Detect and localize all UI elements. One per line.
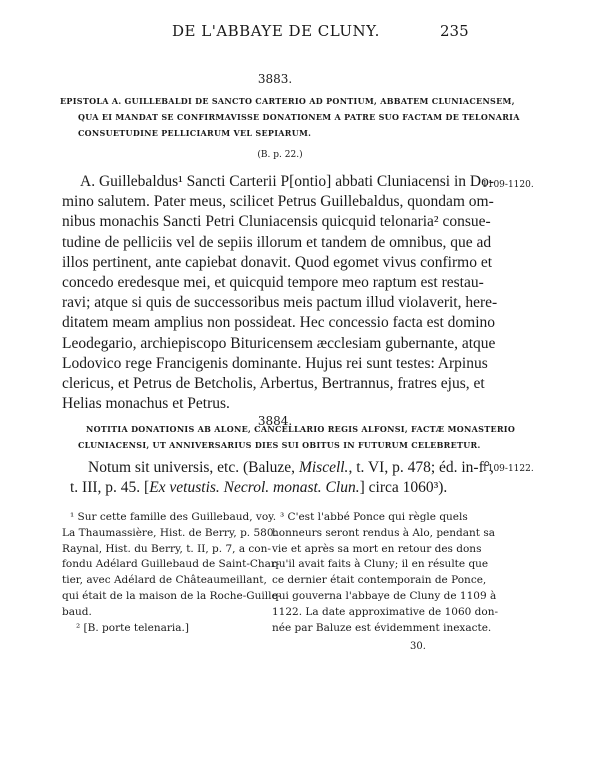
summary-line: EPISTOLA A. GUILLEBALDI DE SANCTO CARTERIO AD PONTIUM, ABBATEM CLUNIACENSEM,: [60, 96, 515, 106]
running-header-title: DE L'ABBAYE DE CLUNY.: [172, 22, 380, 40]
footnote-line: ce dernier était contemporain de Ponce,: [272, 574, 487, 587]
footnote-line: honneurs seront rendus à Alo, pendant sa: [272, 526, 495, 539]
footnote-line: qui gouverna l'abbaye de Cluny de 1109 à: [272, 589, 497, 602]
footnote-line: La Thaumassière, Hist. de Berry, p. 580.: [62, 526, 277, 539]
charter-number-3883: 3883.: [257, 72, 293, 86]
text-line: mino salutem. Pater meus, scilicet Petrus Guillebaldus, quondam om-: [62, 193, 494, 211]
charter-number-3884: 3884.: [257, 414, 293, 428]
footnotes-right: [272, 510, 499, 636]
summary-line: QUA EI MANDAT SE CONFIRMAVISSE DONATIONEM A PATRE SUO FACTAM DE TELONARIA: [78, 112, 520, 122]
footnote-line: qu'il avait faits à Cluny; il en résulte que: [272, 558, 489, 571]
text-span: Notum sit universis, etc. (Baluze,: [88, 459, 299, 476]
footnote-line: tier, avec Adélard de Châteaumeillant,: [62, 574, 267, 587]
summary-line: NOTITIA DONATIONIS AB ALONE, CANCELLARIO REGIS ALFONSI, FACTÆ MONASTERIO: [86, 424, 516, 434]
footnote-line: baud.: [62, 605, 92, 618]
text-line: clericus, et Petrus de Betcholis, Arbertus, Bertrannus, fratres ejus, et: [62, 374, 485, 392]
text-line: concedo eredesque mei, et quicquid tempore meo raptum est restau-: [62, 273, 484, 291]
text-line: [62, 478, 472, 498]
margin-date-3883: 1109-1120.: [482, 180, 534, 190]
text-line: A. Guillebaldus¹ Sancti Carterii P[ontio] abbati Cluniacensi in Do-: [80, 173, 495, 190]
text-line: nibus monachis Sancti Petri Cluniacensis quicquid telonaria² consue-: [62, 213, 491, 231]
text-line: Helias monachus et Petrus.: [62, 395, 230, 413]
text-line: tudine de pelliciis vel de sepiis illorum et tandem de omnibus, que ad: [62, 233, 492, 251]
footnotes-left: [62, 510, 282, 636]
footnote-line: ² [B. porte telenaria.]: [76, 621, 189, 634]
text-line: [62, 458, 494, 478]
charter-text-3883: [62, 172, 498, 414]
signature-mark: 30.: [410, 641, 426, 652]
text-span: , t. VI, p. 478; éd. in-f°,: [348, 459, 494, 476]
footnote-line: née par Baluze est évidemment inexacte.: [272, 621, 492, 634]
footnote-line: vie et après sa mort en retour des dons: [272, 542, 482, 555]
footnote-line: Raynal, Hist. du Berry, t. II, p. 7, a con-: [62, 542, 271, 555]
footnote-line: fondu Adélard Guillebaud de Saint-Char-: [62, 558, 280, 571]
summary-line: CLUNIACENSI, UT ANNIVERSARIUS DIES SUI OBITUS IN FUTURUM CELEBRETUR.: [78, 440, 481, 450]
summary-line: CONSUETUDINE PELLICIARUM VEL SEPIARUM.: [78, 128, 312, 138]
text-span: t. III, p. 45. [: [70, 479, 150, 497]
footnote-line: ¹ Sur cette famille des Guillebaud, voy.: [70, 511, 277, 523]
text-line: ditatem meam amplius non possideat. Hec concessio facta est domino: [62, 314, 496, 332]
text-span: ] circa 1060³).: [359, 479, 448, 497]
page-number: 235: [440, 22, 469, 40]
charter-text-3884: [62, 458, 494, 498]
source-reference: (B. p. 22.): [257, 150, 303, 160]
text-italic: Ex vetustis. Necrol. monast. Clun.: [149, 479, 360, 497]
text-italic: Miscell.: [298, 459, 349, 476]
text-line: Lodovico rege Francigenis dominante. Hujus rei sunt testes: Arpinus: [62, 354, 488, 372]
text-line: ravi; atque si quis de successoribus meis pactum illud violaverit, here-: [62, 294, 498, 312]
text-line: Leodegario, archiepiscopo Bituricensem æcclesiam gubernante, atque: [62, 334, 496, 352]
footnote-line: qui était de la maison de la Roche-Guille-: [62, 589, 282, 602]
footnote-line: ³ C'est l'abbé Ponce qui règle quels: [280, 511, 468, 523]
charter-summary-3884: [60, 421, 540, 453]
footnote-line: 1122. La date approximative de 1060 don-: [272, 605, 499, 618]
charter-summary-3883: [60, 93, 540, 141]
margin-date-3884: 1109-1122.: [482, 464, 534, 474]
text-line: illos pertinent, ante capiebat donavit. Quod egomet vivus confirmo et: [62, 253, 493, 271]
